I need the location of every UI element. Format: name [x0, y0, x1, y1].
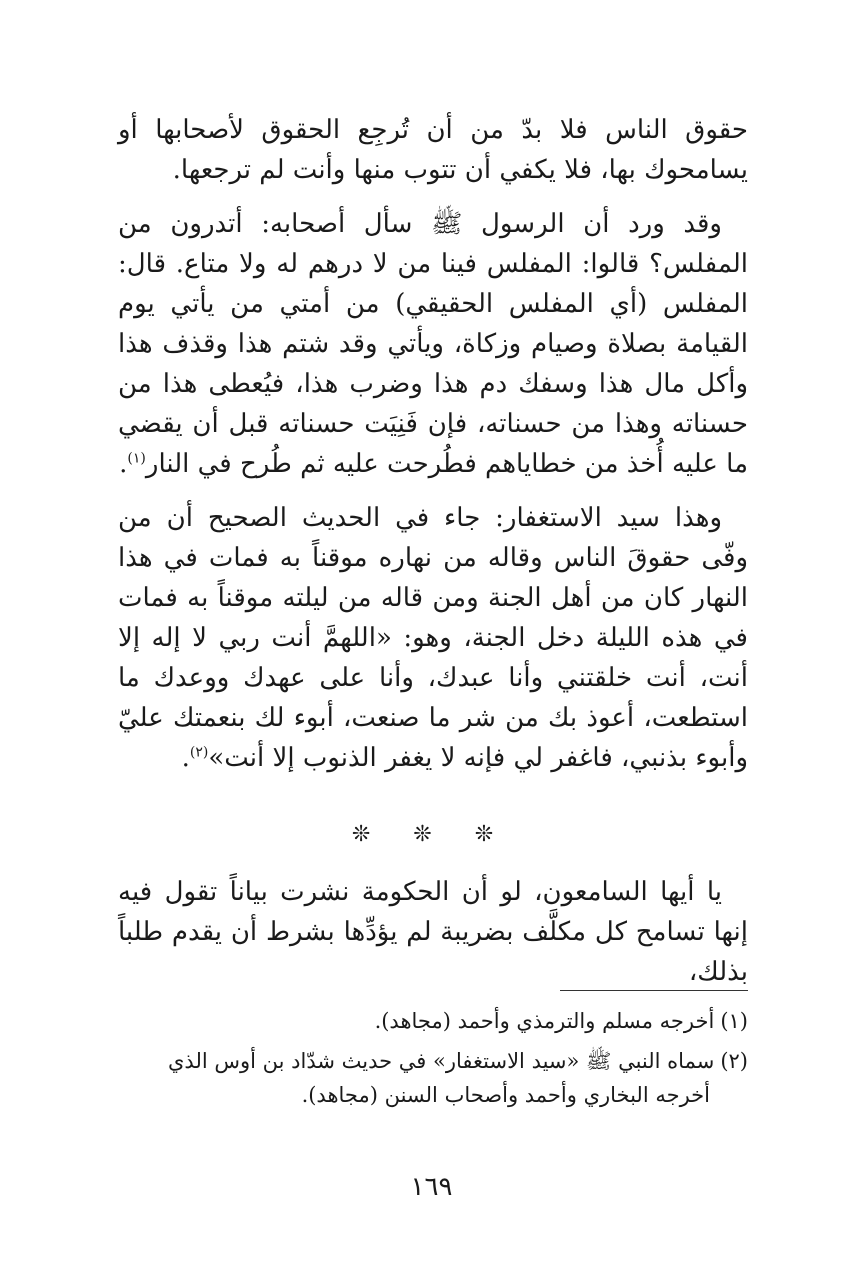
footnote-2: [118, 1044, 748, 1112]
paragraph-3-text: وهذا سيد الاستغفار: جاء في الحديث الصحيح أن من وفّى حقوقَ الناس وقاله من نهاره موقناً به فمات في هذا النهار كان من أهل الجنة ومن قاله من ليلته موقناً به فمات في هذه الليلة دخل الجنة، وهو: «اللهمَّ أنت ربي لا إله إلا أنت، أنت خلقتني وأنا عبدك، وأنا على عهدك ووعدك ما استطعت، أعوذ بك من شر ما صنعت، أبوء لك بنعمتك عليّ وأبوء بذنبي، فاغفر لي فإنه لا يغفر الذنوب إلا أنت»: [118, 503, 748, 773]
page-number: ١٦٩: [410, 1172, 453, 1202]
footnote-2-number: (٢): [720, 1049, 748, 1073]
main-text: [118, 110, 748, 778]
paragraph-3: [118, 498, 748, 778]
footnote-1-text: أخرجه مسلم والترمذي وأحمد (مجاهد).: [374, 1009, 715, 1033]
footnote-1: [118, 1004, 748, 1038]
paragraph-2-text: وقد ورد أن الرسول ﷺ سأل أصحابه: أتدرون من المفلس؟ قالوا: المفلس فينا من لا درهم له ولا متاع. قال: المفلس (أي المفلس الحقيقي) من أمتي من يأتي يوم القيامة بصلاة وصيام وزكاة، ويأتي وقد شتم هذا وقذف هذا وأكل مال هذا وسفك دم هذا وضرب هذا، فيُعطى هذا من حسناته وهذا من حسناته، فإن فَنِيَت حسناته قبل أن يقضي ما عليه أُخذ من خطاياهم فطُرحت عليه ثم طُرح في النار: [118, 209, 748, 479]
paragraph-1: حقوق الناس فلا بدّ من أن تُرجِع الحقوق لأصحابها أو يسامحوك بها، فلا يكفي أن تتوب منها وأنت لم ترجعها.: [118, 115, 748, 185]
footnote-1-number: (١): [720, 1009, 748, 1033]
footnote-2-continuation: أخرجه البخاري وأحمد وأصحاب السنن (مجاهد).: [301, 1083, 710, 1107]
paragraph-2: [118, 204, 748, 484]
footnote-ref-1: (١): [127, 450, 146, 467]
paragraph-2-end: .: [119, 449, 128, 479]
paragraph-4: يا أيها السامعون، لو أن الحكومة نشرت بياناً تقول فيه إنها تسامح كل مكلَّف بضريبة لم يؤدِّها بشرط أن يقدم طلباً بذلك،: [118, 877, 748, 987]
footnote-ref-2: (٢): [189, 744, 209, 761]
footnotes: [118, 1004, 748, 1112]
paragraph-3-end: .: [181, 743, 190, 773]
footnote-divider: [560, 990, 748, 991]
footnote-2-text: سماه النبي ﷺ «سيد الاستغفار» في حديث شدّاد بن أوس الذي: [168, 1049, 715, 1073]
section-separator: ❊ ❊ ❊: [351, 822, 512, 847]
main-text-continued: [118, 872, 748, 992]
